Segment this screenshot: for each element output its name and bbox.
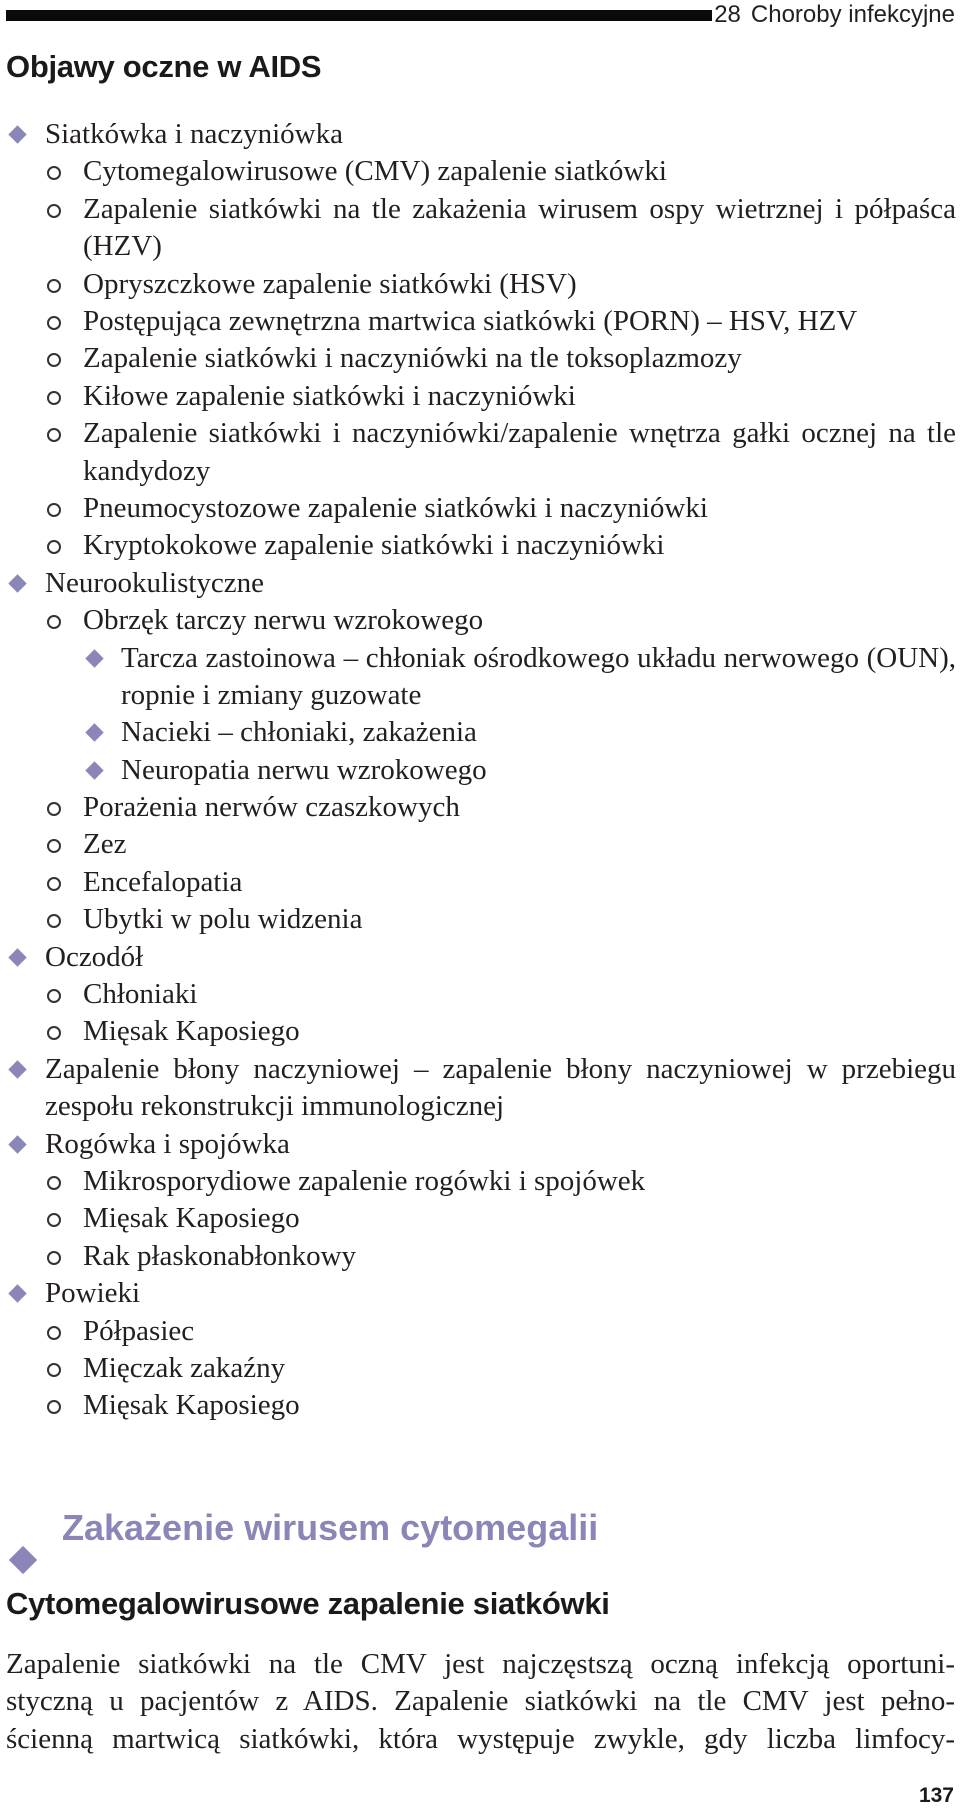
list-item (0, 976, 960, 1013)
list-item-text: Mikrosporydiowe zapalenie rogówki i spojówek (83, 1165, 646, 1197)
circle-bullet-icon (47, 989, 61, 1003)
list-item-text: Chłoniaki (83, 978, 198, 1011)
list-item-text: Encefalopatia (83, 865, 243, 898)
circle-bullet-icon (47, 839, 61, 853)
list-item (0, 1013, 960, 1050)
circle-bullet-icon (47, 1400, 61, 1414)
diamond-bullet-icon (85, 724, 103, 742)
list-item (0, 1313, 960, 1350)
diamond-bullet-icon (8, 948, 26, 966)
paragraph-line: ścienną martwicą siatkówki, która występuje zwykle, gdy liczba limfocy- (6, 1722, 955, 1755)
list-item-text: Cytomegalowirusowe (CMV) zapalenie siatkówki (83, 155, 667, 188)
circle-bullet-icon (47, 204, 61, 218)
list-item-text: Oczodół (45, 940, 144, 973)
list-item (0, 1275, 960, 1312)
list-item (0, 1238, 960, 1275)
list-item-text: Siatkówka i naczyniówka (45, 118, 343, 150)
list-item (0, 602, 960, 639)
list-item-text: Zapalenie siatkówki i naczyniówki na tle toksoplazmozy (83, 342, 742, 375)
list-item-text: Mięsak Kaposiego (83, 1202, 300, 1235)
list-item-text: Pneumocystozowe zapalenie siatkówki i naczyniówki (83, 491, 708, 524)
list-item-text: Obrzęk tarczy nerwu wzrokowego (83, 604, 484, 637)
list-item-text: Ubytki w polu widzenia (83, 903, 363, 936)
paragraph-line: Zapalenie siatkówki na tle CMV jest najczęstszą oczną infekcją oportuni- (6, 1648, 955, 1680)
list-item-text: Rak płaskonabłonkowy (83, 1239, 357, 1272)
list-item (0, 752, 960, 789)
list-item-text: Mięczak zakaźny (83, 1351, 286, 1384)
list-item-text: Zapalenie siatkówki na tle zakażenia wirusem ospy wietrznej i półpaśca (HZV) (83, 192, 956, 263)
subchapter-title: Zakażenie wirusem cytomegalii (62, 1507, 599, 1548)
list-item-text: Postępująca zewnętrzna martwica siatkówki (PORN) – HSV, HZV (83, 304, 858, 337)
circle-bullet-icon (47, 1326, 61, 1340)
list-item (0, 1200, 960, 1237)
diamond-bullet-icon (9, 1546, 37, 1574)
diamond-bullet-icon (8, 1284, 26, 1302)
chapter-number: 28 (714, 1, 741, 28)
header-rule (6, 10, 712, 21)
list-item (0, 1163, 960, 1200)
list-item (0, 1126, 960, 1163)
diamond-bullet-icon (85, 649, 103, 667)
list-item-text: Powieki (45, 1277, 141, 1310)
list-item (0, 116, 960, 153)
list-item (0, 864, 960, 901)
list-item-text: Opryszczkowe zapalenie siatkówki (HSV) (83, 267, 577, 300)
list-item-text: Neurookulistyczne (45, 566, 265, 599)
circle-bullet-icon (47, 279, 61, 293)
diamond-bullet-icon (8, 1135, 26, 1153)
circle-bullet-icon (47, 615, 61, 629)
list-item (0, 527, 960, 564)
list-item (0, 1350, 960, 1387)
section-title-cmv-retinitis: Cytomegalowirusowe zapalenie siatkówki (6, 1586, 610, 1621)
list-item-text: Zez (83, 828, 127, 861)
diamond-bullet-icon (8, 125, 26, 143)
circle-bullet-icon (47, 1176, 61, 1190)
circle-bullet-icon (47, 353, 61, 367)
list-item (0, 714, 960, 751)
diamond-bullet-icon (8, 1060, 26, 1078)
page-number: 137 (918, 1784, 954, 1807)
list-item-text: Kiłowe zapalenie siatkówki i naczyniówki (83, 379, 576, 412)
list-item-text: Tarcza zastoinowa – chłoniak ośrodkowego układu nerwowego (OUN), ropnie i zmiany guzowate (121, 641, 956, 711)
list-item-text: Zapalenie siatkówki i naczyniówki/zapalenie wnętrza gałki ocznej na tle kandydozy (83, 417, 956, 487)
list-item-text: Porażenia nerwów czaszkowych (83, 791, 460, 824)
circle-bullet-icon (47, 1026, 61, 1040)
circle-bullet-icon (47, 1213, 61, 1227)
circle-bullet-icon (47, 316, 61, 330)
list-item (0, 565, 960, 602)
list-item-text: Półpasiec (83, 1314, 195, 1347)
circle-bullet-icon (47, 802, 61, 816)
list-item-text: Nacieki – chłoniaki, zakażenia (121, 716, 477, 749)
running-header (714, 1, 955, 29)
section-title-eye-symptoms: Objawy oczne w AIDS (6, 49, 322, 84)
list-item (0, 191, 960, 266)
list-item (0, 415, 960, 490)
list-item-text: Mięsak Kaposiego (83, 1015, 300, 1048)
list-item (0, 1387, 960, 1424)
list-item (0, 939, 960, 976)
list-item (0, 789, 960, 826)
chapter-title: Choroby infekcyjne (750, 1, 955, 28)
list-item (0, 378, 960, 415)
list-item (0, 640, 960, 715)
diamond-bullet-icon (8, 574, 26, 592)
list-item (0, 340, 960, 377)
list-item (0, 1051, 960, 1126)
body-paragraph (6, 1646, 955, 1758)
circle-bullet-icon (47, 1363, 61, 1377)
circle-bullet-icon (47, 877, 61, 891)
circle-bullet-icon (47, 391, 61, 405)
list-item (0, 826, 960, 863)
paragraph-line: styczną u pacjentów z AIDS. Zapalenie siatkówki na tle CMV jest pełno- (6, 1685, 955, 1718)
circle-bullet-icon (47, 1251, 61, 1265)
symptom-list (0, 116, 960, 1425)
list-item-text: Neuropatia nerwu wzrokowego (121, 753, 487, 786)
list-item (0, 901, 960, 938)
diamond-bullet-icon (85, 761, 103, 779)
list-item-text: Rogówka i spojówka (45, 1127, 290, 1160)
circle-bullet-icon (47, 540, 61, 554)
list-item (0, 266, 960, 303)
list-item (0, 303, 960, 340)
list-item-text: Kryptokokowe zapalenie siatkówki i naczyniówki (83, 529, 665, 562)
circle-bullet-icon (47, 914, 61, 928)
list-item (0, 153, 960, 190)
list-item-text: Mięsak Kaposiego (83, 1389, 300, 1422)
list-item (0, 490, 960, 527)
list-item-text: Zapalenie błony naczyniowej – zapalenie błony naczyniowej w przebiegu zespołu rekonstrukcji immunologicznej (45, 1052, 956, 1123)
circle-bullet-icon (47, 503, 61, 517)
circle-bullet-icon (47, 166, 61, 180)
circle-bullet-icon (47, 428, 61, 442)
